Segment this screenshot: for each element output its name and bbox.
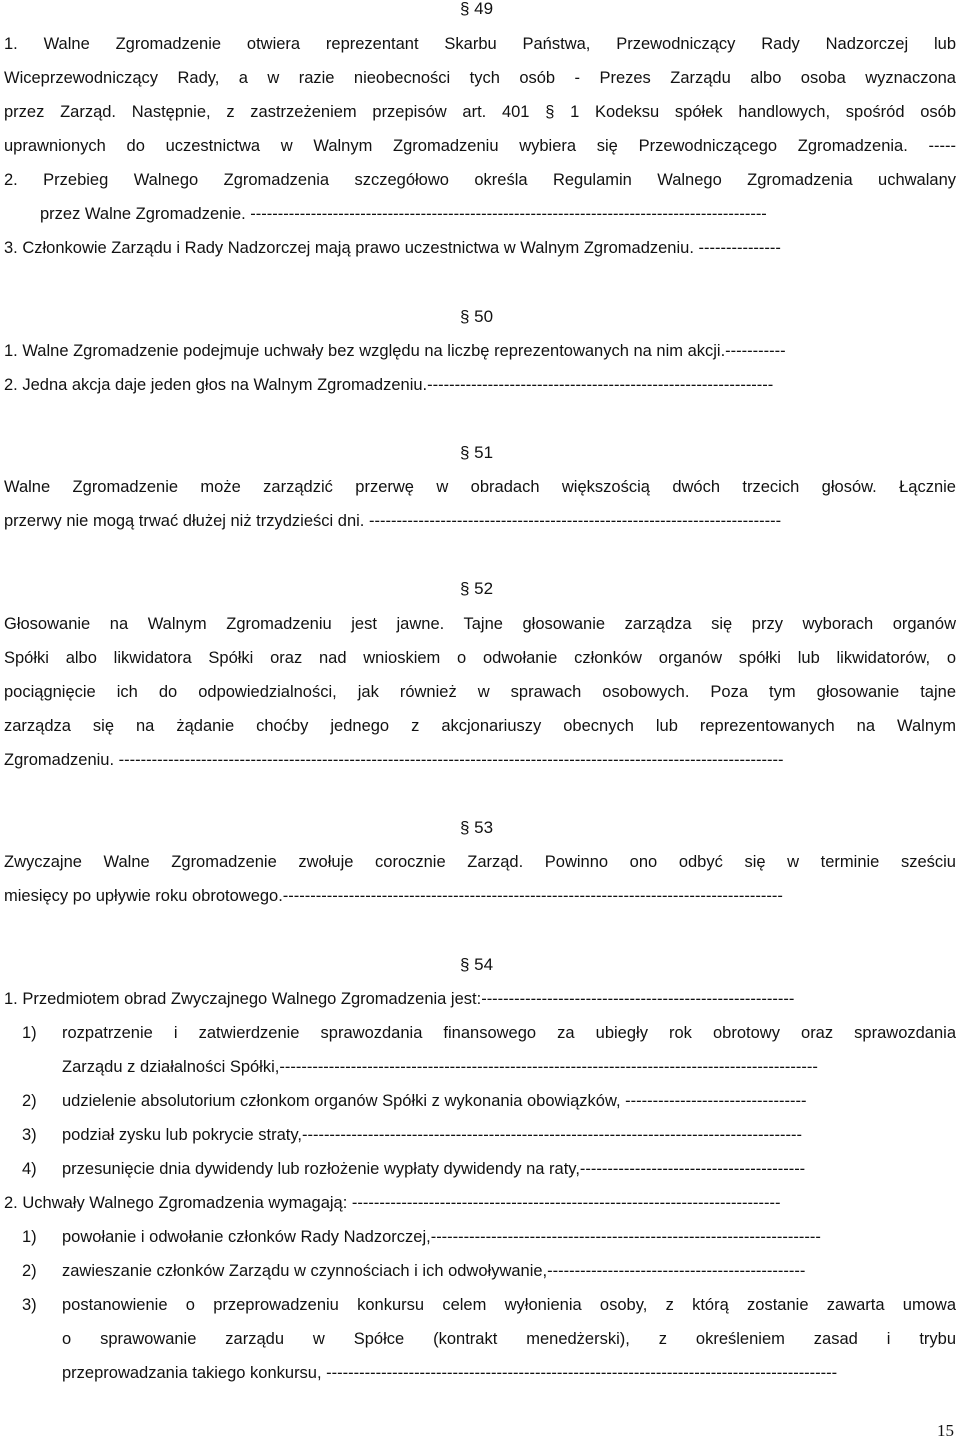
paragraph-line: pociągnięcie ich do odpowiedzialności, jak również w sprawach osobowych. Poza tym głosowanie tajne [4, 683, 956, 701]
paragraph-line: 2. Przebieg Walnego Zgromadzenia szczegółowo określa Regulamin Walnego Zgromadzenia uchwalany [4, 171, 956, 189]
paragraph-line: 1. Przedmiotem obrad Zwyczajnego Walnego Zgromadzenia jest:--------------------------------------------------------- [4, 990, 795, 1008]
list-item-line: zawieszanie członków Zarządu w czynnościach i ich odwoływanie,----------------------------------------------- [62, 1262, 806, 1280]
paragraph-line: uprawnionych do uczestnictwa w Walnym Zgromadzeniu wybiera się Przewodniczącego Zgromadzenia. ----- [4, 137, 956, 155]
paragraph-line: 2. Jedna akcja daje jeden głos na Walnym Zgromadzeniu.--------------------------------------------------------------- [4, 376, 774, 394]
paragraph-line: przez Walne Zgromadzenie. ---------------------------------------------------------------------------------------------- [40, 205, 767, 223]
list-item-line: przeprowadzania takiego konkursu, --------------------------------------------------------------------------------------------- [62, 1364, 838, 1382]
paragraph-line: przerwy nie mogą trwać dłużej niż trzydzieści dni. --------------------------------------------------------------------------- [4, 512, 782, 530]
section-heading: § 51 [460, 443, 494, 462]
list-item-line: postanowienie o przeprowadzeniu konkursu celem wyłonienia osoby, z którą zostanie zawarta umowa [62, 1296, 956, 1314]
paragraph-line: zarządza się na żądanie choćby jednego z akcjonariuszy obecnych lub reprezentowanych na Walnym [4, 717, 956, 735]
paragraph-line: 3. Członkowie Zarządu i Rady Nadzorczej mają prawo uczestnictwa w Walnym Zgromadzeniu. --------------- [4, 239, 781, 257]
list-number: 3) [22, 1296, 37, 1314]
section-heading: § 54 [460, 955, 494, 974]
paragraph-line: 1. Walne Zgromadzenie podejmuje uchwały bez względu na liczbę reprezentowanych na nim akcji.----------- [4, 342, 786, 360]
paragraph-line: Zwyczajne Walne Zgromadzenie zwołuje corocznie Zarząd. Powinno ono odbyć się w terminie sześciu [4, 853, 956, 871]
paragraph-line: Walne Zgromadzenie może zarządzić przerwę w obradach większością dwóch trzecich głosów. Łącznie [4, 478, 956, 496]
paragraph-line: Spółki albo likwidatora Spółki oraz nad wnioskiem o odwołanie członków organów spółki lub likwidatorów, o [4, 649, 956, 667]
section-heading: § 53 [460, 818, 494, 837]
paragraph-line: przez Zarząd. Następnie, z zastrzeżeniem przepisów art. 401 § 1 Kodeksu spółek handlowych, spośród osób [4, 103, 956, 121]
section-heading: § 52 [460, 579, 494, 598]
list-item-line: o sprawowanie zarządu w Spółce (kontrakt menedżerski), z określeniem zasad i trybu [62, 1330, 956, 1348]
list-item-line: Zarządu z działalności Spółki,-------------------------------------------------------------------------------------------------- [62, 1058, 818, 1076]
paragraph-line: Zgromadzeniu. ------------------------------------------------------------------------------------------------------------------------- [4, 751, 784, 769]
list-item-line: podział zysku lub pokrycie straty,------------------------------------------------------------------------------------------- [62, 1126, 802, 1144]
list-item-line: powołanie i odwołanie członków Rady Nadzorczej,----------------------------------------------------------------------- [62, 1228, 821, 1246]
section-heading: § 49 [460, 0, 494, 18]
page-number: 15 [937, 1421, 954, 1440]
list-item-line: udzielenie absolutorium członkom organów Spółki z wykonania obowiązków, --------------------------------- [62, 1092, 807, 1110]
list-number: 2) [22, 1262, 37, 1280]
list-item-line: rozpatrzenie i zatwierdzenie sprawozdania finansowego za ubiegły rok obrotowy oraz sprawozdania [62, 1024, 956, 1042]
paragraph-line: miesięcy po upływie roku obrotowego.------------------------------------------------------------------------------------------- [4, 887, 783, 905]
paragraph-line: Głosowanie na Walnym Zgromadzeniu jest jawne. Tajne głosowanie zarządza się przy wyborach organów [4, 615, 956, 633]
paragraph-line: 1. Walne Zgromadzenie otwiera reprezentant Skarbu Państwa, Przewodniczący Rady Nadzorczej lub [4, 35, 956, 53]
section-heading: § 50 [460, 307, 494, 326]
list-number: 4) [22, 1160, 37, 1178]
list-number: 3) [22, 1126, 37, 1144]
list-number: 1) [22, 1228, 37, 1246]
paragraph-line: 2. Uchwały Walnego Zgromadzenia wymagają: ------------------------------------------------------------------------------ [4, 1194, 781, 1212]
list-item-line: przesunięcie dnia dywidendy lub rozłożenie wypłaty dywidendy na raty,----------------------------------------- [62, 1160, 806, 1178]
list-number: 2) [22, 1092, 37, 1110]
paragraph-line: Wiceprzewodniczący Rady, a w razie nieobecności tych osób - Prezes Zarządu albo osoba wyznaczona [4, 69, 956, 87]
list-number: 1) [22, 1024, 37, 1042]
